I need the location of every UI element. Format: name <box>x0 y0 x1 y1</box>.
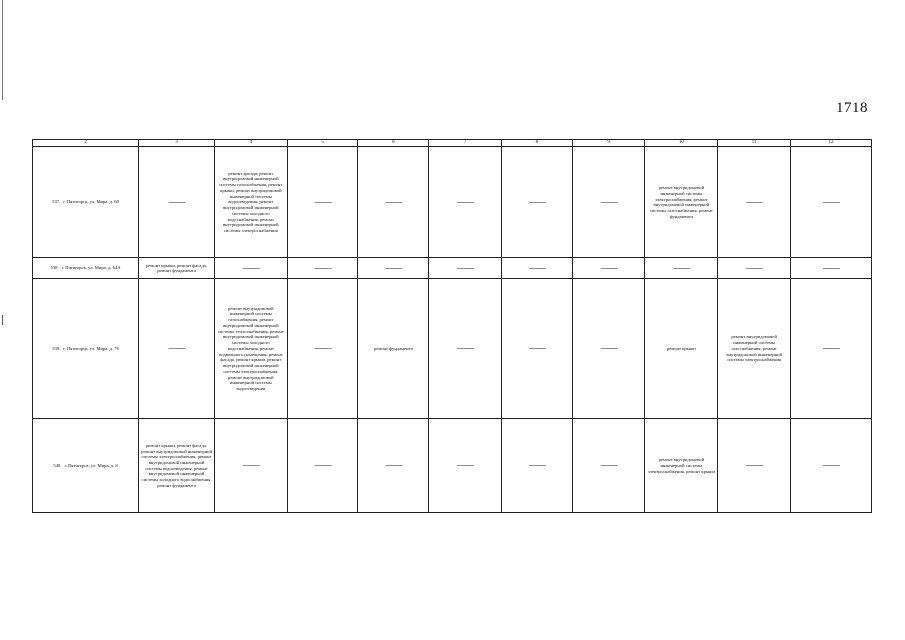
table-cell: —— <box>572 147 645 258</box>
table-cell: —— <box>791 147 872 258</box>
table-cell: —— <box>429 279 502 419</box>
table-row <box>33 147 872 258</box>
table-cell: ремонт фасада, ремонт внутридомовой инженерной системы газоснабжения, ремонт крыши, ремонт внутридомовой инженерной системы водоотведения, ремонт внутридомовой инженерной системы холодного водоснабжения, ремонт внутридомовой инженерной системы электроснабжения <box>214 147 287 258</box>
repair-schedule-table <box>32 139 872 513</box>
table-cell: —— <box>429 419 502 513</box>
row-number: 537. <box>52 199 61 205</box>
table-cell: —— <box>501 147 572 258</box>
column-header: 12 <box>791 140 872 147</box>
table-cell: —— <box>572 258 645 279</box>
table-cell: —— <box>287 419 358 513</box>
address-cell <box>33 419 139 513</box>
table-cell: —— <box>139 147 215 258</box>
table-cell: ремонт крыши, ремонт фасада, ремонт внутридомовой инженерной системы электроснабжения, ремонт внутридомовой инженерной системы водоотведения, ремонт внутридомовой инженерной системы холодного водоснабжения, ремонт фундамента <box>139 419 215 513</box>
column-header: 6 <box>358 140 429 147</box>
table-cell: —— <box>645 258 718 279</box>
table-cell: —— <box>791 279 872 419</box>
table-row <box>33 258 872 279</box>
table-cell: —— <box>718 419 791 513</box>
column-header: 9 <box>572 140 645 147</box>
address-cell <box>33 279 139 419</box>
table-cell: —— <box>718 147 791 258</box>
table-cell: —— <box>429 147 502 258</box>
table-cell: —— <box>139 279 215 419</box>
column-header: 8 <box>501 140 572 147</box>
table-cell: —— <box>501 419 572 513</box>
table-cell: —— <box>358 419 429 513</box>
table-cell: ремонт крыши, ремонт фасада, ремонт фундамента <box>139 258 215 279</box>
table-cell: ремонт фундамента <box>358 279 429 419</box>
table-cell: ремонт внутридомовой инженерной системы газоснабжения, ремонт внутридомовой инженерной системы теплоснабжения, ремонт внутридомовой инженерной системы холодного водоснабжения, ремонт подвального помещения, ремонт фасада, ремонт крыши, ремонт внутридомовой инженерной системы электроснабжения, ремонт внутридомовой инженерной системы водоотведения <box>214 279 287 419</box>
table-cell: —— <box>358 258 429 279</box>
table-cell: ремонт крыши <box>645 279 718 419</box>
table-cell: —— <box>572 419 645 513</box>
row-number: 540. <box>53 462 62 468</box>
scan-edge-line <box>2 0 3 100</box>
table-cell: —— <box>287 279 358 419</box>
table-row <box>33 279 872 419</box>
address-cell <box>33 258 139 279</box>
table-cell: —— <box>501 279 572 419</box>
table-cell: ремонт внутридомовой инженерной системы газоснабжения, ремонт внутридомовой инженерной системы электроснабжения <box>718 279 791 419</box>
column-header: 7 <box>429 140 502 147</box>
address: г. Пятигорск, ул. Мира, д. 76 <box>63 345 119 351</box>
column-header: 4 <box>214 140 287 147</box>
table-cell: —— <box>791 258 872 279</box>
table-cell: —— <box>572 279 645 419</box>
scan-edge-mark <box>2 315 3 325</box>
table-cell: ремонт внутридомовой инженерной системы электроснабжения, ремонт крыши <box>645 419 718 513</box>
table-cell: —— <box>287 147 358 258</box>
column-header: 11 <box>718 140 791 147</box>
table-row <box>33 419 872 513</box>
table-cell: —— <box>214 419 287 513</box>
column-header: 5 <box>287 140 358 147</box>
table-cell: —— <box>501 258 572 279</box>
column-header: 3 <box>139 140 215 147</box>
table-cell: —— <box>429 258 502 279</box>
column-header: 10 <box>645 140 718 147</box>
table-cell: —— <box>791 419 872 513</box>
address-cell <box>33 147 139 258</box>
page-number: 1718 <box>836 100 868 116</box>
table-cell: —— <box>718 258 791 279</box>
table-cell: ремонт внутридомовой инженерной системы электроснабжения, ремонт внутридомовой инженерной системы газоснабжения, ремонт фундамента <box>645 147 718 258</box>
address: г. Пятигорск, ул. Мира, д. 64А <box>61 265 121 271</box>
table-cell: —— <box>214 258 287 279</box>
table-cell: —— <box>358 147 429 258</box>
row-number: 539. <box>52 345 61 351</box>
address: г. Пятигорск, ул. Мира, д. 60 <box>63 199 119 205</box>
row-number: 538. <box>50 265 59 271</box>
column-header: 2 <box>33 140 139 147</box>
table-cell: —— <box>287 258 358 279</box>
column-number-row <box>33 140 872 147</box>
address: г. Пятигорск, ул. Мира, д. 8 <box>64 462 118 468</box>
